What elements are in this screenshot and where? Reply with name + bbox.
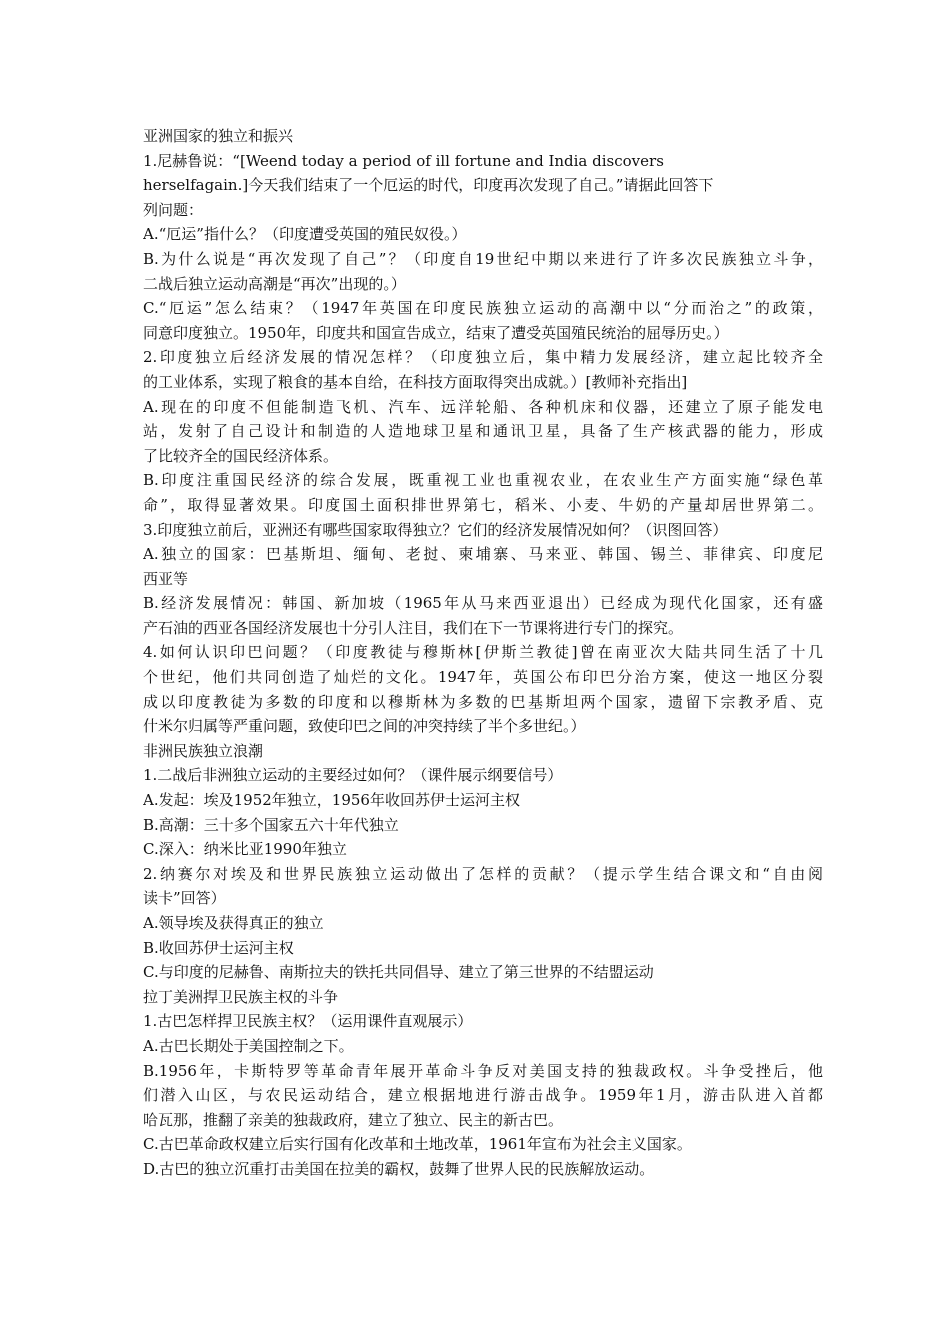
text-line: 列问题：	[143, 200, 204, 219]
text-line: A.古巴长期处于美国控制之下。	[143, 1036, 354, 1055]
text-line: 什米尔归属等严重问题，致使印巴之间的冲突持续了半个多世纪。）	[143, 717, 586, 736]
text-line: 3.印度独立前后，亚洲还有哪些国家取得独立？它们的经济发展情况如何？（识图回答）	[143, 520, 728, 539]
text-line: 站，发射了自己设计和制造的人造地球卫星和通讯卫星，具备了生产核武器的能力，形成	[143, 422, 823, 441]
text-line: 2.印度独立后经济发展的情况怎样？（印度独立后，集中精力发展经济，建立起比较齐全	[143, 348, 823, 367]
text-line: 们潜入山区，与农民运动结合，建立根据地进行游击战争。1959年1月，游击队进入首都	[143, 1086, 823, 1105]
text-line: B.经济发展情况：韩国、新加坡（1965年从马来西亚退出）已经成为现代化国家，还有盛	[143, 594, 823, 613]
text-line: D.古巴的独立沉重打击美国在拉美的霸权，鼓舞了世界人民的民族解放运动。	[143, 1159, 655, 1178]
text-line: 1.二战后非洲独立运动的主要经过如何？（课件展示纲要信号）	[143, 766, 563, 785]
text-line: 个世纪，他们共同创造了灿烂的文化。1947年，英国公布印巴分治方案，使这一地区分裂	[143, 668, 823, 687]
text-line: 的工业体系，实现了粮食的基本自给，在科技方面取得突出成就。）[教师补充指出]	[143, 372, 688, 391]
text-line: 命”，取得显著效果。印度国土面积排世界第七，稻米、小麦、牛奶的产量却居世界第二。	[143, 495, 823, 514]
text-line: A.“厄运”指什么？（印度遭受英国的殖民奴役。）	[143, 225, 467, 244]
text-line: 1.古巴怎样捍卫民族主权？（运用课件直观展示）	[143, 1012, 473, 1031]
text-line: A.领导埃及获得真正的独立	[143, 914, 324, 932]
text-line: 哈瓦那，推翻了亲美的独裁政府，建立了独立、民主的新古巴。	[143, 1110, 564, 1129]
text-line: 成以印度教徒为多数的印度和以穆斯林为多数的巴基斯坦两个国家，遗留下宗教矛盾、克	[143, 692, 823, 711]
text-line: 读卡”回答）	[143, 889, 226, 908]
text-line: C.深入：纳米比亚1990年独立	[143, 840, 347, 859]
text-line: C.古巴革命政权建立后实行国有化改革和土地改革，1961年宣布为社会主义国家。	[143, 1135, 692, 1154]
text-line: B.印度注重国民经济的综合发展，既重视工业也重视农业，在农业生产方面实施“绿色革	[143, 471, 823, 490]
text-line: 西亚等	[143, 569, 189, 588]
text-line: B.为什么说是“再次发现了自己”？（印度自19世纪中期以来进行了许多次民族独立斗争，	[143, 249, 823, 268]
text-line: 非洲民族独立浪潮	[143, 741, 264, 760]
text-line: 了比较齐全的国民经济体系。	[143, 446, 339, 465]
text-line: A.现在的印度不但能制造飞机、汽车、远洋轮船、各种机床和仪器，还建立了原子能发电	[143, 397, 823, 416]
text-line: C.“厄运”怎么结束？（1947年英国在印度民族独立运动的高潮中以“分而治之”的政策，	[143, 299, 823, 318]
text-line: 二战后独立运动高潮是“再次”出现的。）	[143, 274, 406, 293]
text-line: 4.如何认识印巴问题？（印度教徒与穆斯林[伊斯兰教徒]曾在南亚次大陆共同生活了十几	[143, 643, 823, 662]
text-line: B.高潮：三十多个国家五六十年代独立	[143, 815, 399, 834]
text-line: 亚洲国家的独立和振兴	[143, 127, 294, 145]
text-line: 拉丁美洲捍卫民族主权的斗争	[143, 987, 339, 1006]
text-line: herselfagain.]今天我们结束了一个厄运的时代，印度再次发现了自己。”请据此回答下	[143, 176, 714, 195]
text-line: 同意印度独立。1950年，印度共和国宣告成立，结束了遭受英国殖民统治的屈辱历史。）	[143, 323, 729, 342]
text-line: A.发起：埃及1952年独立，1956年收回苏伊士运河主权	[143, 791, 520, 810]
text-line: 1.尼赫鲁说：“[Weend today a period of ill fortune and India discovers	[143, 151, 664, 170]
text-line: 产石油的西亚各国经济发展也十分引人注目，我们在下一节课将进行专门的探究。	[143, 618, 684, 637]
text-line: B.1956年，卡斯特罗等革命青年展开革命斗争反对美国支持的独裁政权。斗争受挫后，他	[143, 1061, 823, 1080]
text-line: A.独立的国家：巴基斯坦、缅甸、老挝、柬埔寨、马来亚、韩国、锡兰、菲律宾、印度尼	[143, 545, 823, 564]
document-page	[143, 124, 823, 1182]
text-line: B.收回苏伊士运河主权	[143, 938, 294, 957]
text-line: C.与印度的尼赫鲁、南斯拉夫的铁托共同倡导、建立了第三世界的不结盟运动	[143, 963, 654, 982]
text-line: 2.纳赛尔对埃及和世界民族独立运动做出了怎样的贡献？（提示学生结合课文和“自由阅	[143, 864, 823, 883]
